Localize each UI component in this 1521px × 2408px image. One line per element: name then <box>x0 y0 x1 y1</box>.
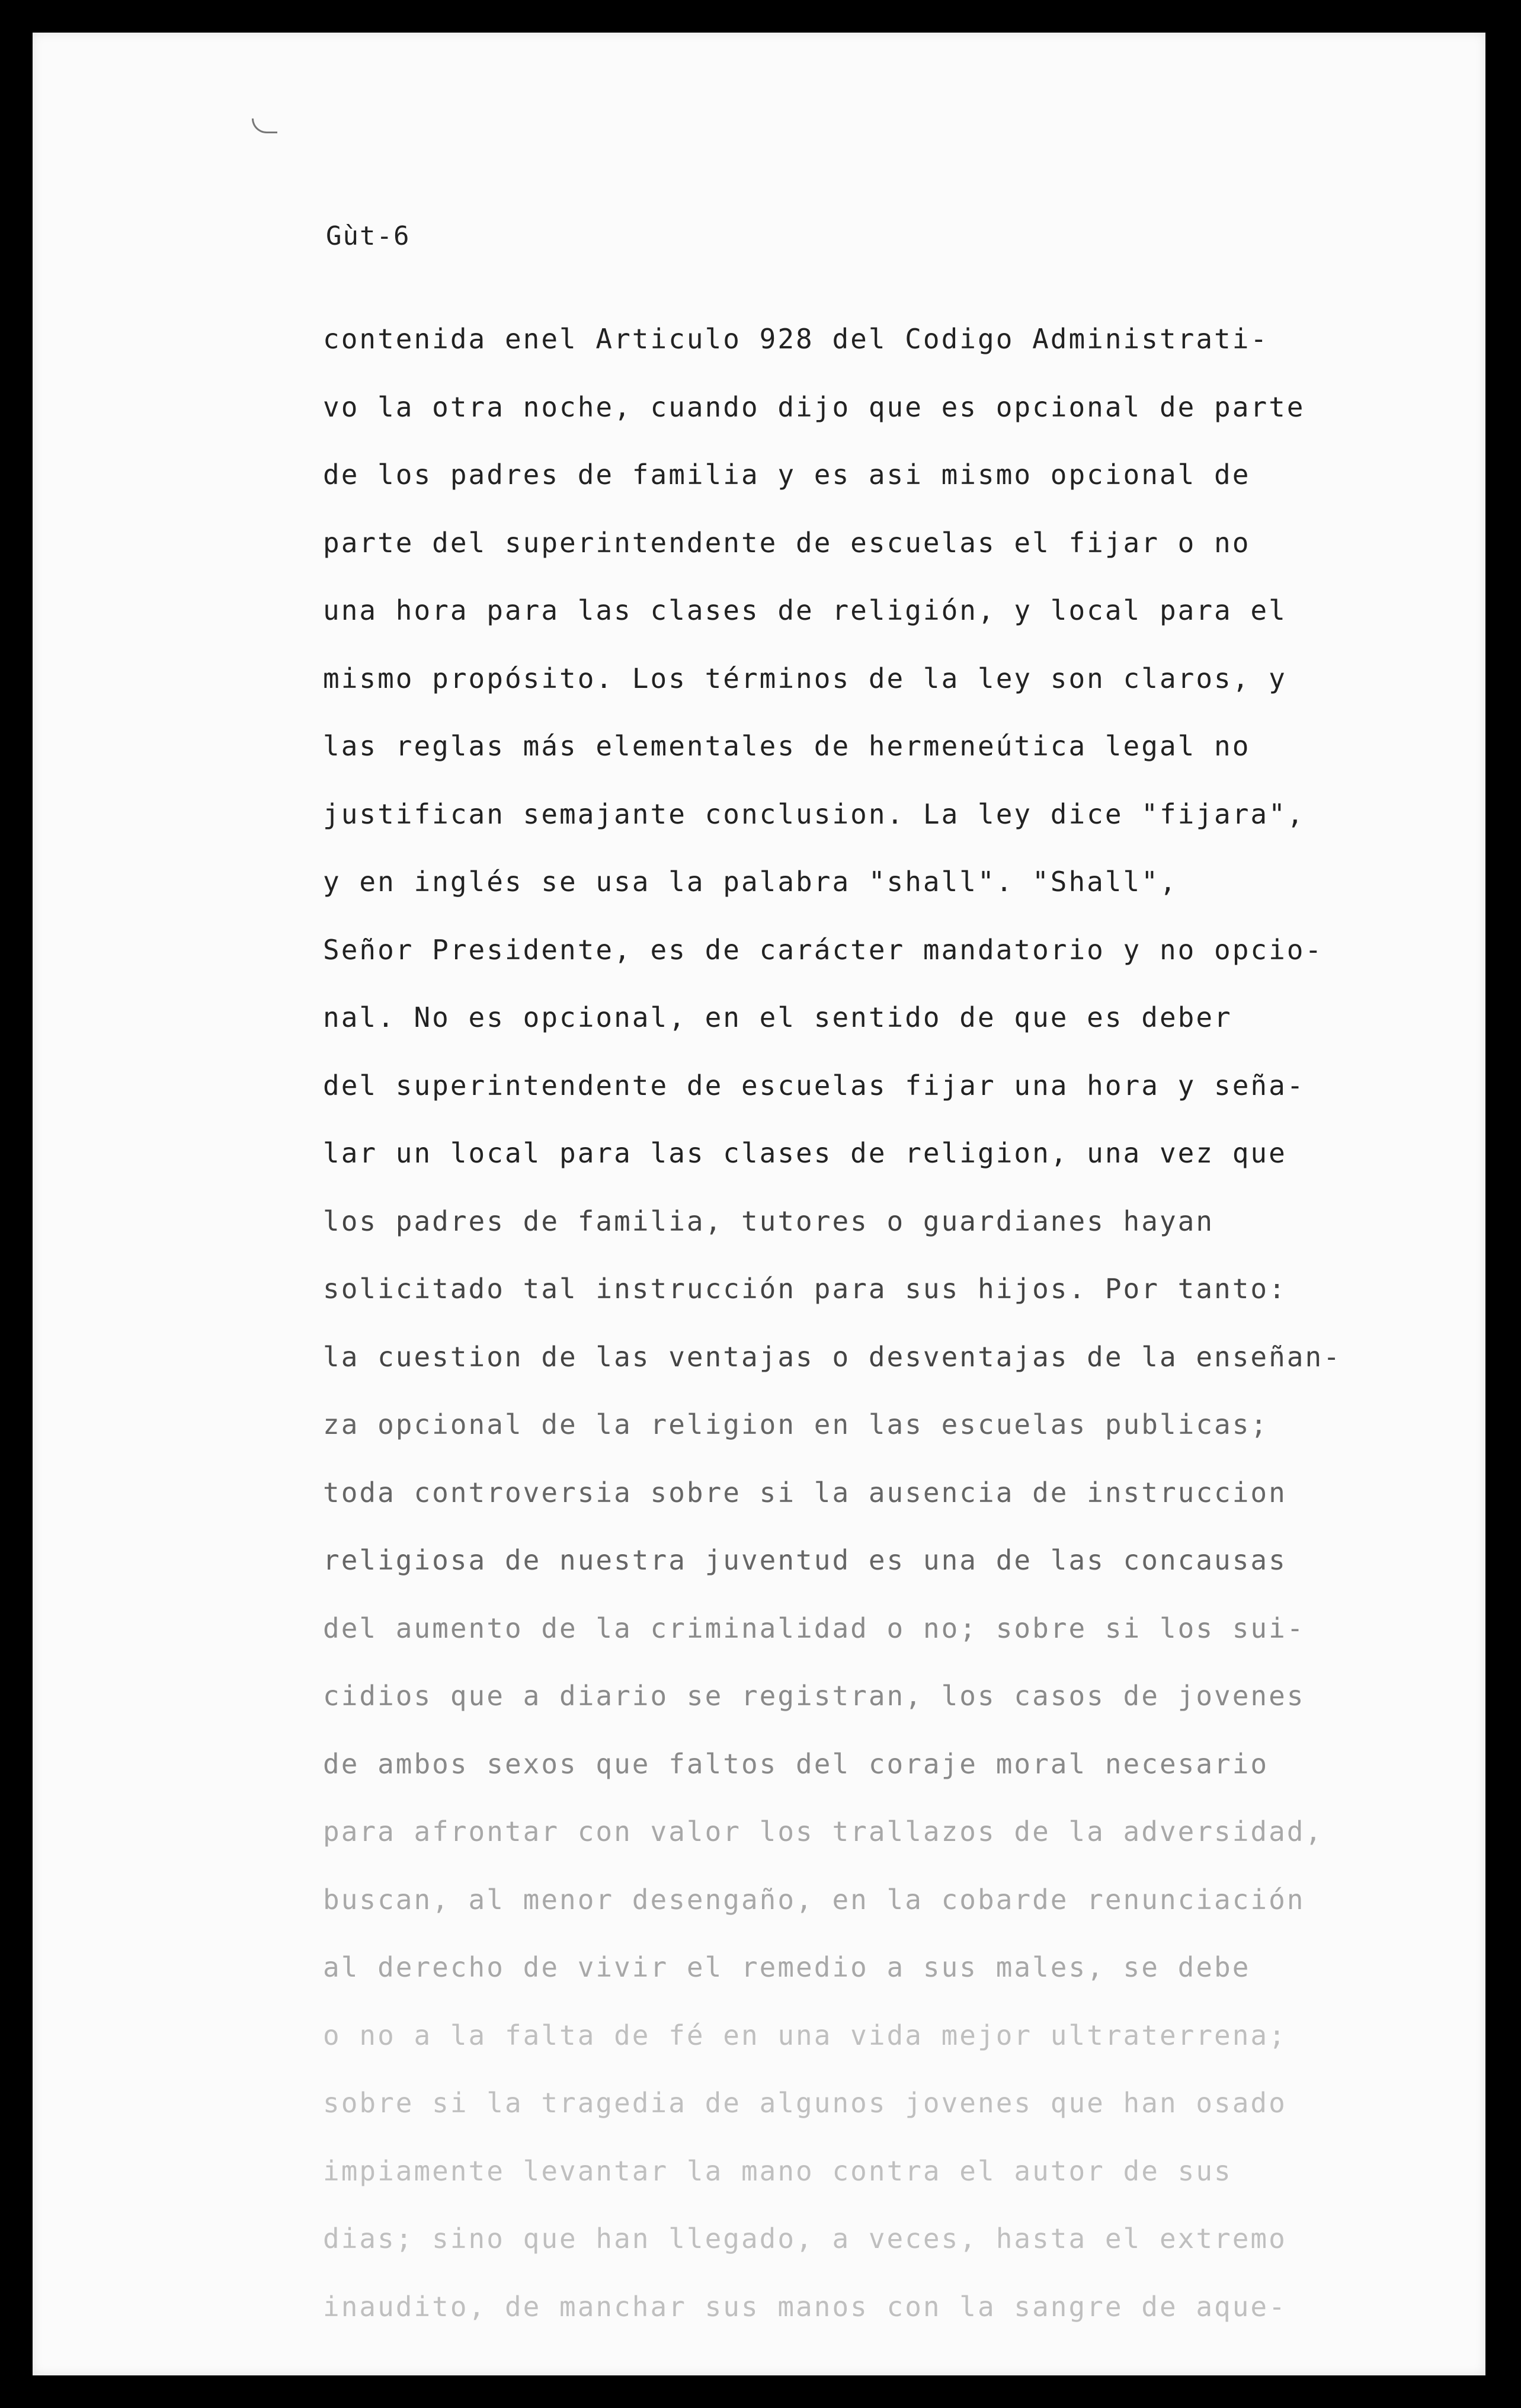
document-page <box>33 33 1485 2375</box>
text-line: Señor Presidente, es de carácter mandatorio y no opcio- <box>323 933 1324 966</box>
text-line: para afrontar con valor los trallazos de la adversidad, <box>323 1815 1324 1847</box>
text-line: mismo propósito. Los términos de la ley son claros, y <box>323 662 1287 694</box>
body-text <box>323 305 1366 2340</box>
text-line: za opcional de la religion en las escuelas publicas; <box>323 1408 1269 1440</box>
text-line: cidios que a diario se registran, los casos de jovenes <box>323 1680 1305 1712</box>
text-line: sobre si la tragedia de algunos jovenes que han osado <box>323 2087 1287 2119</box>
page-header: Gùt-6 <box>326 221 411 251</box>
text-line: los padres de familia, tutores o guardianes hayan <box>323 1205 1215 1237</box>
text-line: y en inglés se usa la palabra "shall". "Shall", <box>323 866 1178 898</box>
text-line: justifican semajante conclusion. La ley dice "fijara", <box>323 798 1305 830</box>
text-line: las reglas más elementales de hermeneútica legal no <box>323 730 1251 762</box>
text-line: contenida enel Articulo 928 del Codigo Administrati- <box>323 323 1269 355</box>
text-line: de ambos sexos que faltos del coraje moral necesario <box>323 1747 1269 1780</box>
text-line: del superintendente de escuelas fijar una hora y seña- <box>323 1069 1305 1101</box>
text-line: lar un local para las clases de religion, una vez que <box>323 1137 1287 1169</box>
text-line: toda controversia sobre si la ausencia de instruccion <box>323 1476 1287 1509</box>
text-line: vo la otra noche, cuando dijo que es opcional de parte <box>323 390 1305 423</box>
text-line: una hora para las clases de religión, y local para el <box>323 594 1287 626</box>
text-line: religiosa de nuestra juventud es una de las concausas <box>323 1544 1287 1576</box>
text-line: la cuestion de las ventajas o desventajas de la enseñan- <box>323 1340 1341 1373</box>
text-line: impiamente levantar la mano contra el autor de sus <box>323 2154 1232 2187</box>
corner-pen-mark <box>252 119 277 133</box>
text-line: solicitado tal instrucción para sus hijos. Por tanto: <box>323 1273 1287 1305</box>
text-line: parte del superintendente de escuelas el fijar o no <box>323 526 1251 559</box>
text-line: al derecho de vivir el remedio a sus males, se debe <box>323 1951 1251 1983</box>
text-line: dias; sino que han llegado, a veces, hasta el extremo <box>323 2223 1287 2255</box>
text-line: buscan, al menor desengaño, en la cobarde renunciación <box>323 1883 1305 1916</box>
text-line: o no a la falta de fé en una vida mejor ultraterrena; <box>323 2019 1287 2051</box>
text-line: nal. No es opcional, en el sentido de que es deber <box>323 1001 1232 1033</box>
text-line: del aumento de la criminalidad o no; sobre si los sui- <box>323 1612 1305 1644</box>
text-line: de los padres de familia y es asi mismo opcional de <box>323 459 1251 491</box>
text-line: inaudito, de manchar sus manos con la sangre de aque- <box>323 2290 1287 2323</box>
